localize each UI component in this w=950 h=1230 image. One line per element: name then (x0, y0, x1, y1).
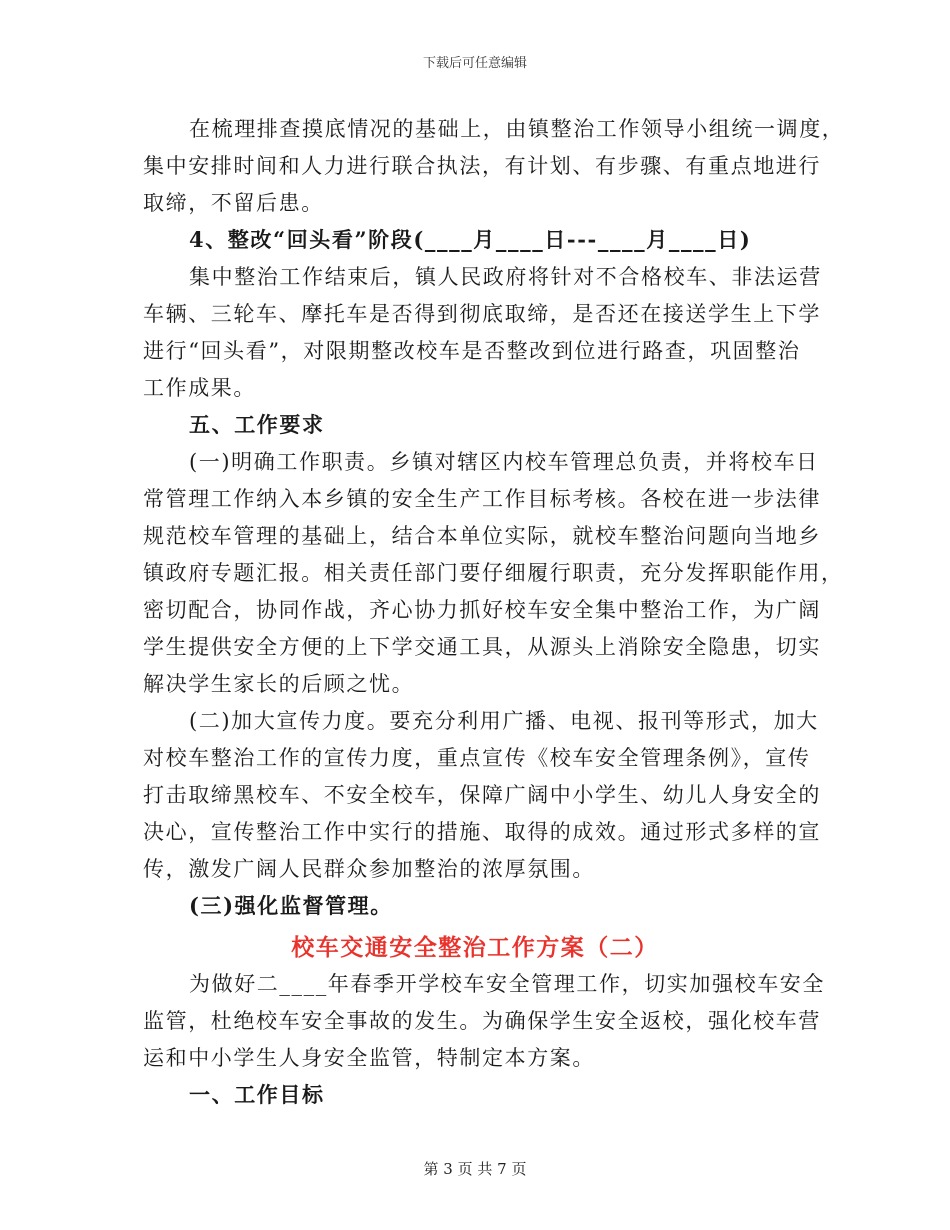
page-header: 下载后可任意编辑 (422, 56, 527, 71)
section-heading: 4、整改“回头看”阶段(____月____日---____月____日) (189, 227, 752, 252)
document-title: 校车交通安全整治工作方案（二） (291, 934, 659, 961)
paragraph-line: 运和中小学生人身安全监管，特制定本方案。 (143, 1046, 595, 1070)
paragraph-line: 集中安排时间和人力进行联合执法，有计划、有步骤、有重点地进行 (143, 154, 821, 178)
paragraph-line: 学生提供安全方便的上下学交通工具，从源头上消除安全隐患，切实 (143, 635, 821, 659)
paragraph-line: 规范校车管理的基础上，结合本单位实际，就校车整治问题向当地乡 (143, 524, 821, 548)
paragraph-line: 镇政府专题汇报。相关责任部门要仔细履行职责，充分发挥职能作用， (143, 561, 844, 585)
paragraph-line: 工作成果。 (143, 376, 256, 400)
paragraph-line: 车辆、三轮车、摩托车是否得到彻底取缔，是否还在接送学生上下学 (143, 302, 821, 326)
paragraph-line: 对校车整治工作的宣传力度，重点宣传《校车安全管理条例》，宣传 (143, 746, 811, 770)
paragraph-line: 密切配合，协同作战，齐心协力抓好校车安全集中整治工作，为广阔 (143, 598, 821, 622)
paragraph-line: (一)明确工作职责。乡镇对辖区内校车管理总负责，并将校车日 (189, 450, 819, 474)
paragraph-line: 在梳理排查摸底情况的基础上，由镇整治工作领导小组统一调度， (189, 117, 845, 141)
paragraph-line: 监管，杜绝校车安全事故的发生。为确保学生安全返校，强化校车营 (143, 1009, 821, 1033)
paragraph-line: 集中整治工作结束后，镇人民政府将针对不合格校车、非法运营 (189, 265, 822, 289)
paragraph-line: 常管理工作纳入本乡镇的安全生产工作目标考核。各校在进一步法律 (143, 487, 821, 511)
page-footer: 第 3 页 共 7 页 (423, 1160, 527, 1178)
paragraph-line: 为做好二____年春季开学校车安全管理工作，切实加强校车安全 (189, 972, 825, 996)
paragraph-line: 进行“回头看”，对限期整改校车是否整改到位进行路查，巩固整治 (143, 339, 801, 363)
section-heading: 五、工作要求 (189, 412, 325, 437)
section-heading: (三)强化监督管理。 (189, 893, 393, 918)
paragraph-line: 解决学生家长的后顾之忧。 (143, 672, 415, 696)
paragraph-line: (二)加大宣传力度。要充分利用广播、电视、报刊等形式，加大 (189, 709, 819, 733)
section-heading: 一、工作目标 (189, 1082, 325, 1107)
paragraph-line: 打击取缔黑校车、不安全校车，保障广阔中小学生、幼儿人身安全的 (143, 783, 821, 807)
paragraph-line: 决心，宣传整治工作中实行的措施、取得的成效。通过形式多样的宣 (143, 820, 821, 844)
paragraph-line: 取缔，不留后患。 (143, 191, 324, 215)
paragraph-line: 传，激发广阔人民群众参加整治的浓厚氛围。 (143, 857, 595, 881)
